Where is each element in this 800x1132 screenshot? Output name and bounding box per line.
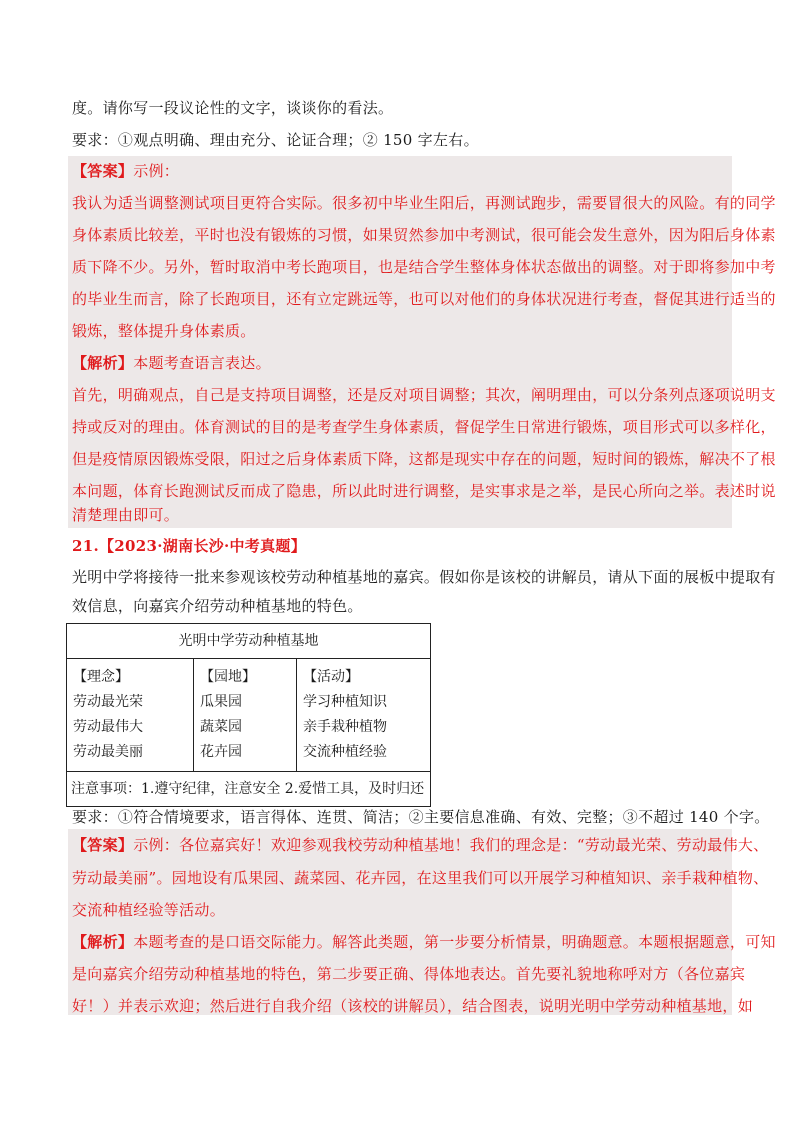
q20-analysis-line-5: 清楚理由即可。 [72, 506, 180, 524]
q20-analysis-line-3: 但是疫情原因锻炼受限，阳过之后身体素质下降，这都是现实中存在的问题，短时间的锻炼，解决不了根 [72, 450, 776, 468]
answer-tag: 【答案】 [72, 162, 134, 180]
q20-analysis-line-0: 【解析】本题考查语言表达。 [72, 354, 271, 372]
q20-requirement: 要求：①观点明确、理由充分、论证合理；② 150 字左右。 [72, 131, 479, 149]
board-column-header: 【活动】 [303, 669, 359, 685]
board-column-header: 【理念】 [73, 669, 129, 685]
q21-requirement: 要求：①符合情境要求，语言得体、连贯、简洁；②主要信息准确、有效、完整；③不超过 140 个字。 [72, 808, 770, 826]
board-column-concept [67, 659, 194, 772]
q20-answer-line-3: 质下降不少。另外，暂时取消中考长跑项目，也是结合学生整体身体状态做出的调整。对于即将参加中考 [72, 258, 776, 276]
q21-answer-line-2: 交流种植经验等活动。 [72, 901, 226, 919]
q20-answer-line-4: 的毕业生而言，除了长跑项目，还有立定跳远等，也可以对他们的身体状况进行考查，督促其进行适当的 [72, 290, 776, 308]
q21-heading: 21.【2023·湖南长沙·中考真题】 [72, 537, 306, 555]
q21-stem-line-1: 效信息，向嘉宾介绍劳动种植基地的特色。 [72, 597, 363, 615]
exhibit-board [66, 623, 431, 807]
board-item: 劳动最伟大 [73, 719, 143, 735]
q21-answer-line-0: 【答案】示例：各位嘉宾好！欢迎参观我校劳动种植基地！我们的理念是：“劳动最光荣、劳动最伟大、 [72, 836, 769, 854]
board-item: 交流种植经验 [303, 744, 387, 760]
board-item: 学习种植知识 [303, 694, 387, 710]
board-title: 光明中学劳动种植基地 [67, 624, 431, 659]
board-item: 瓜果园 [200, 694, 242, 710]
board-item: 蔬菜园 [200, 719, 242, 735]
q20-answer-block [68, 156, 776, 344]
q21-stem-line-0: 光明中学将接待一批来参观该校劳动种植基地的嘉宾。假如你是该校的讲解员，请从下面的展板中提取有 [72, 568, 776, 586]
board-item: 劳动最光荣 [73, 694, 143, 710]
board-item: 劳动最美丽 [73, 744, 143, 760]
q20-analysis-line-4: 本问题，体育长跑测试反而成了隐患，所以此时进行调整，是实事求是之举，是民心所向之举。表述时说 [72, 482, 776, 500]
board-column-header: 【园地】 [200, 669, 256, 685]
q20-answer-line-0: 【答案】示例： [72, 162, 180, 180]
q21-analysis-line-2: 好！）并表示欢迎；然后进行自我介绍（该校的讲解员），结合图表，说明光明中学劳动种植基地，如 [72, 997, 754, 1015]
q21-answer-line-1: 劳动最美丽”。园地设有瓜果园、蔬菜园、花卉园，在这里我们可以开展学习种植知识、亲手栽种植物、 [72, 869, 769, 887]
board-note: 注意事项：1.遵守纪律，注意安全 2.爱惜工具，及时归还 [67, 772, 431, 807]
q20-answer-line-5: 锻炼，整体提升身体素质。 [72, 322, 256, 340]
q20-analysis-line-2: 持或反对的理由。体育测试的目的是考查学生身体素质，督促学生日常进行锻炼，项目形式可以多样化， [72, 418, 776, 436]
board-column-activity [297, 659, 431, 772]
q20-answer-line-2: 身体素质比较差，平时也没有锻炼的习惯，如果贸然参加中考测试，很可能会发生意外，因为阳后身体素 [72, 226, 776, 244]
q20-question-tail: 度。请你写一段议论性的文字，谈谈你的看法。 [72, 99, 394, 117]
q21-analysis-line-0: 【解析】本题考查的是口语交际能力。解答此类题，第一步要分析情景，明确题意。本题根据题意，可知 [72, 933, 776, 951]
answer-tag: 【答案】 [72, 836, 134, 854]
analysis-tag: 【解析】 [72, 354, 134, 372]
board-item: 花卉园 [200, 744, 242, 760]
q20-answer-line-1: 我认为适当调整测试项目更符合实际。很多初中毕业生阳后，再测试跑步，需要冒很大的风险。有的同学 [72, 194, 776, 212]
q20-analysis-line-1: 首先，明确观点，自己是支持项目调整，还是反对项目调整；其次，阐明理由，可以分条列点逐项说明支 [72, 386, 776, 404]
board-item: 亲手栽种植物 [303, 719, 387, 735]
board-column-garden [194, 659, 297, 772]
q21-analysis-line-1: 是向嘉宾介绍劳动种植基地的特色，第二步要正确、得体地表达。首先要礼貌地称呼对方（各位嘉宾 [72, 965, 746, 983]
analysis-tag: 【解析】 [72, 933, 134, 951]
